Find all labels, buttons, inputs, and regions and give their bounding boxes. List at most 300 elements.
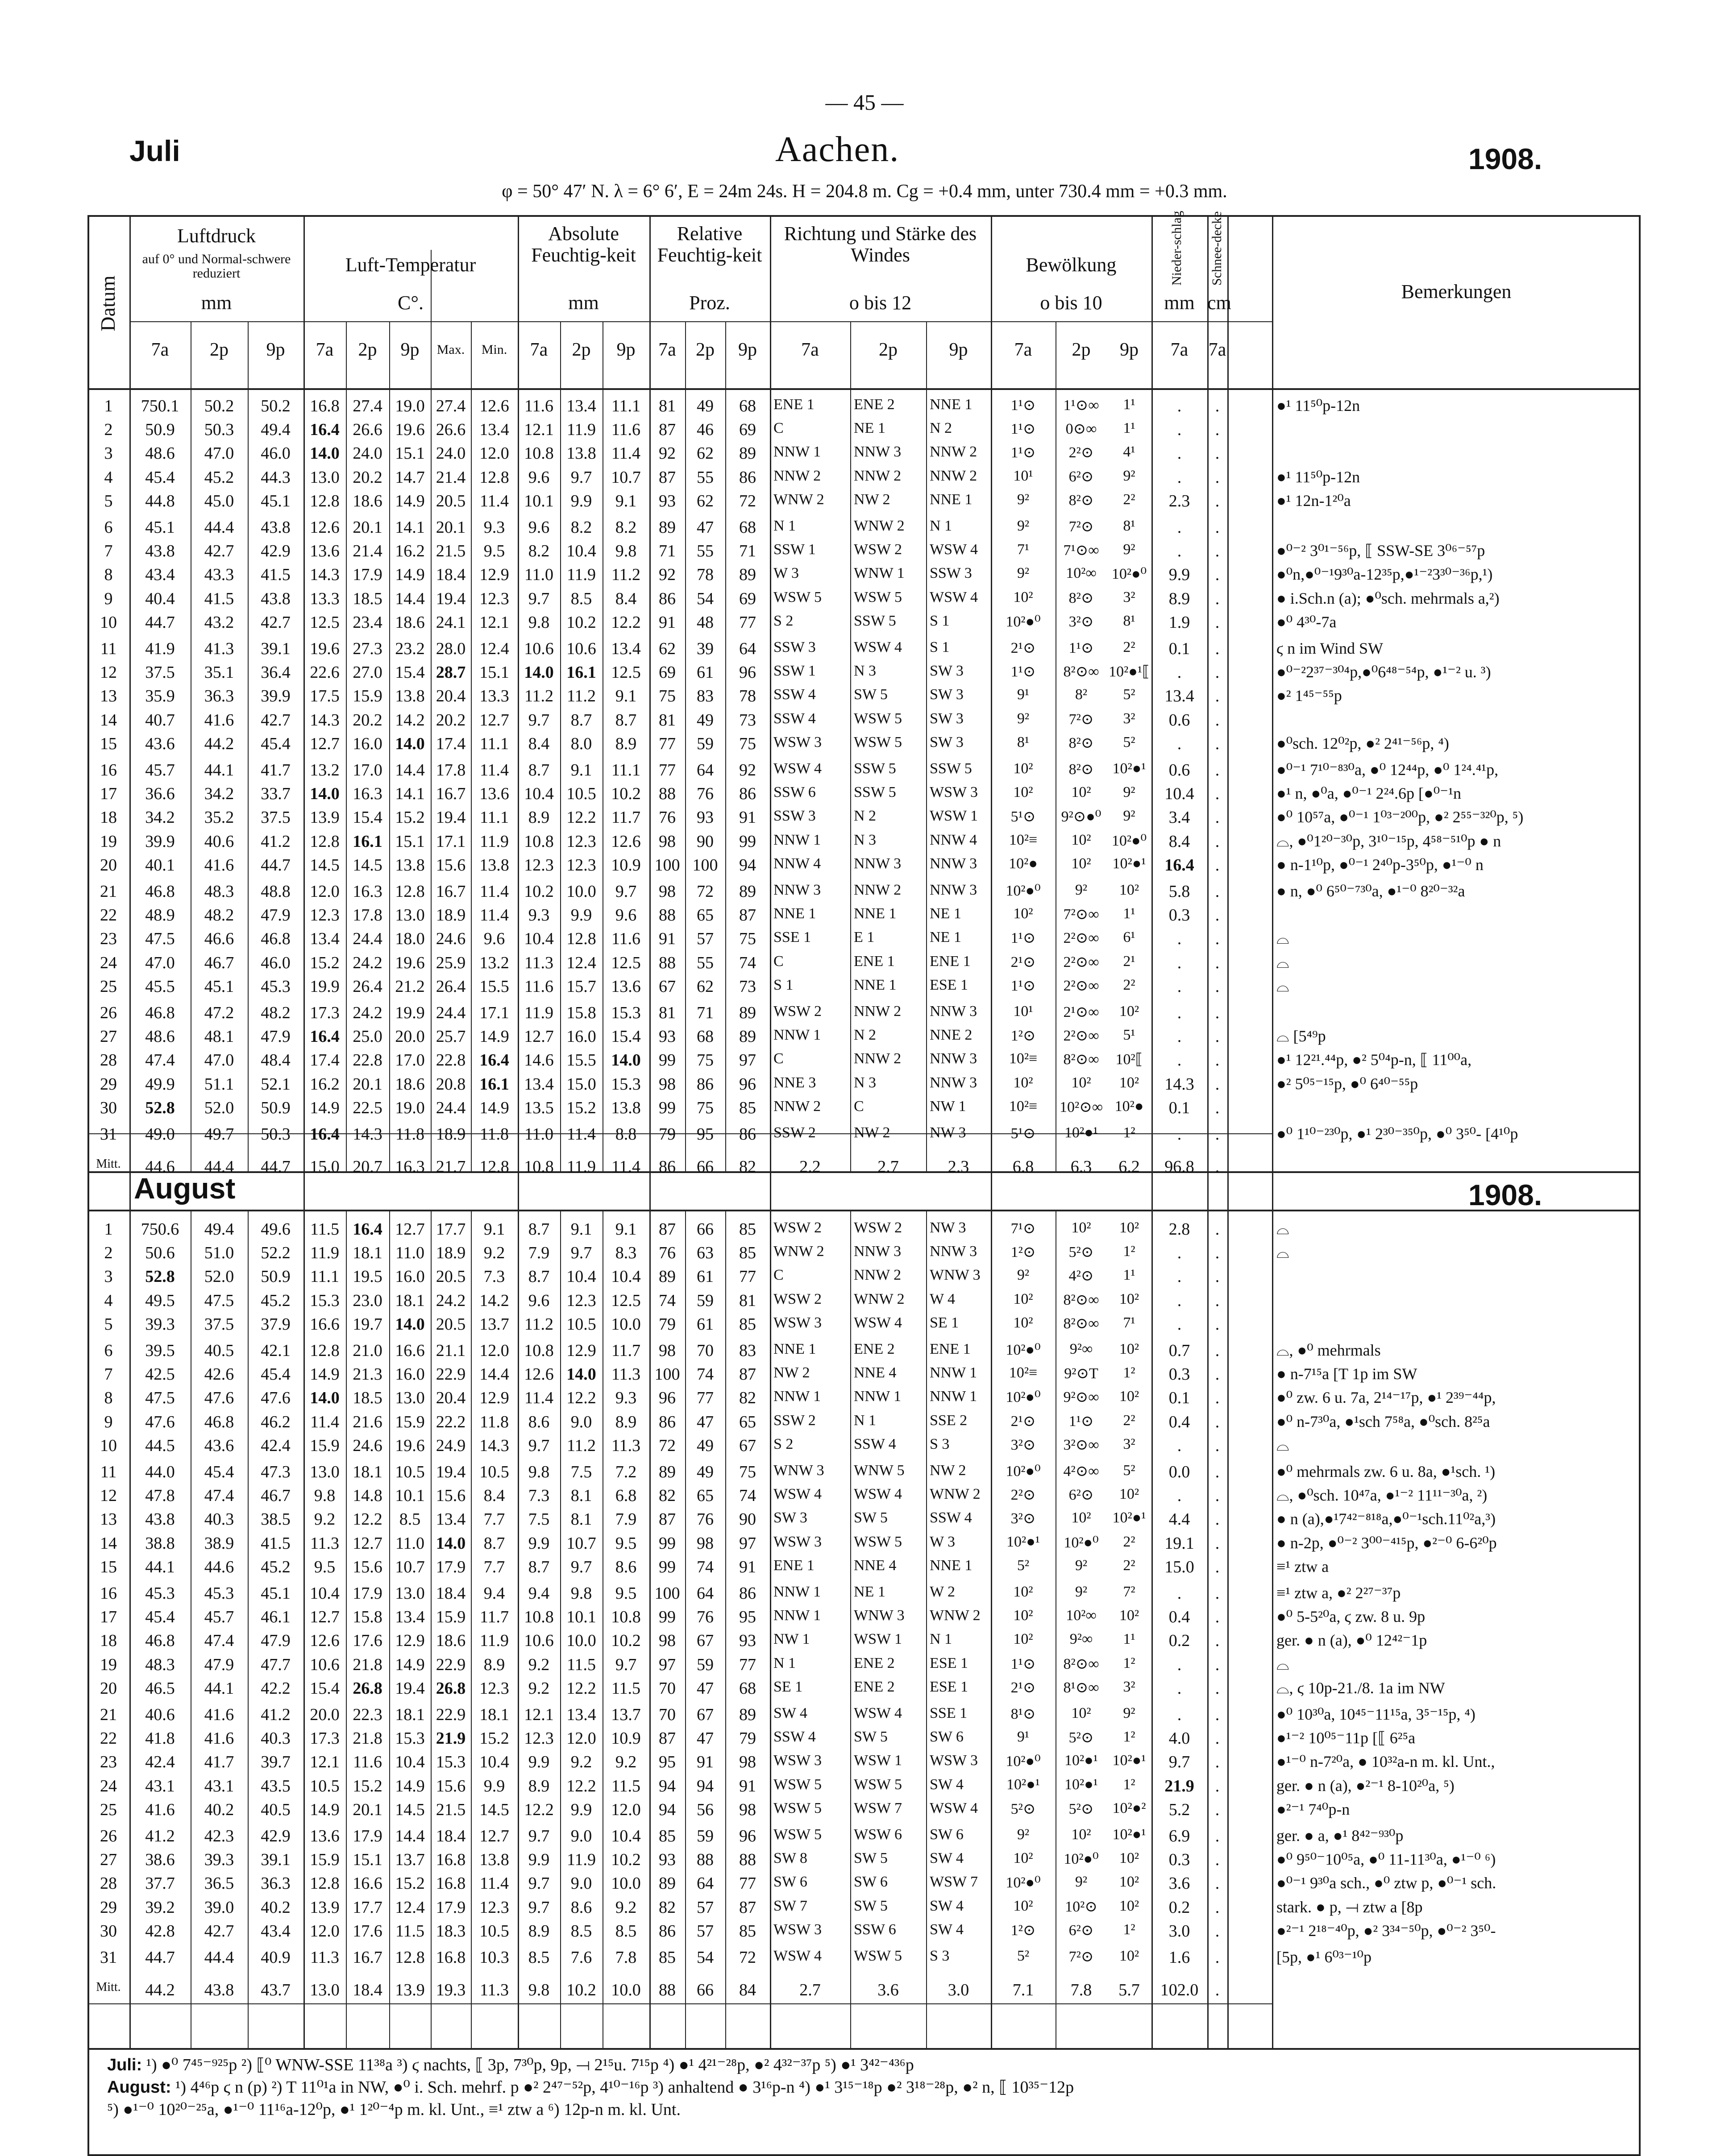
cell-relf-7: 98 bbox=[659, 1631, 676, 1650]
cell-wind-2: WSW 4 bbox=[854, 1314, 902, 1331]
cell-bew-9: 10² bbox=[1119, 1607, 1139, 1624]
cell-bew-9: 5¹ bbox=[1123, 1027, 1135, 1044]
cell-wind-2: NNW 2 bbox=[854, 1267, 902, 1284]
cell-absf-7: 9.2 bbox=[528, 1655, 550, 1674]
cell-relf-9: 86 bbox=[739, 468, 756, 487]
cell-druck-7: 39.5 bbox=[145, 1341, 175, 1360]
cell-datum: 22 bbox=[100, 1729, 117, 1748]
cell-temp-9: 10.5 bbox=[395, 1463, 425, 1481]
cell-bemerkung: ⌓, ●⁰ mehrmals bbox=[1276, 1341, 1381, 1359]
cell-temp-max: 17.8 bbox=[436, 761, 466, 779]
cell-niederschlag: . bbox=[1177, 420, 1182, 439]
cell-temp-max: 21.5 bbox=[436, 542, 466, 561]
cell-bemerkung: ●⁰ 1¹⁰⁻²³⁰p, ●¹ 2³⁰⁻³⁵⁰p, ●⁰ 3⁵⁰- [4¹⁰p bbox=[1276, 1125, 1518, 1143]
cell-absf-7: 12.2 bbox=[524, 1800, 554, 1819]
cell-temp-min: 12.1 bbox=[479, 613, 509, 632]
cell-temp-max: 17.9 bbox=[436, 1557, 466, 1576]
cell-relf-2: 54 bbox=[697, 589, 714, 608]
cell-temp-9: 14.4 bbox=[395, 1827, 425, 1845]
cell-druck-9: 50.2 bbox=[261, 397, 291, 415]
cell-bew-9: 10²●⁰ bbox=[1111, 832, 1147, 849]
cell-niederschlag: . bbox=[1177, 1705, 1182, 1724]
cell-bew-2: 9² bbox=[1075, 1874, 1088, 1891]
cell-temp-7: 12.7 bbox=[310, 1608, 340, 1627]
grid-line bbox=[87, 2048, 1641, 2050]
cell-absf-7: 12.6 bbox=[524, 1365, 554, 1384]
cell-relf-7: 100 bbox=[654, 855, 680, 875]
cell-druck-2: 40.6 bbox=[204, 832, 234, 851]
cell-temp-2: 27.4 bbox=[353, 397, 382, 415]
cell-wind-2: WNW 3 bbox=[854, 1607, 905, 1624]
cell-relf-2: 49 bbox=[697, 397, 714, 415]
cell-bew-7: 10²●⁰ bbox=[1006, 1342, 1041, 1358]
cell-wind-7: WSW 3 bbox=[773, 1533, 822, 1550]
cell-bew-7: 1²⊙ bbox=[1010, 1028, 1036, 1045]
cell-absf-9: 10.4 bbox=[611, 1827, 641, 1845]
cell-bew-2: 10²∞ bbox=[1066, 1607, 1097, 1624]
cell-druck-7: 40.6 bbox=[145, 1705, 175, 1724]
cell-bew-7: 1¹⊙ bbox=[1010, 930, 1036, 947]
cell-bew-2: 2²⊙∞ bbox=[1063, 954, 1099, 970]
cell-temp-9: 14.9 bbox=[395, 565, 425, 585]
cell-bew-9: 1¹ bbox=[1123, 396, 1135, 413]
cell-bew-2: 8²⊙ bbox=[1068, 761, 1094, 778]
cell-relf-9: 82 bbox=[739, 1389, 756, 1408]
cell-relf-2: 57 bbox=[697, 1898, 714, 1917]
cell-temp-2: 24.2 bbox=[353, 1003, 382, 1022]
cell-wind-7: WSW 2 bbox=[773, 1219, 822, 1236]
header-snow-cover: Schnee-decke bbox=[1209, 211, 1224, 286]
cell-relf-9: 85 bbox=[739, 1244, 756, 1263]
cell-wind-2: NNE 4 bbox=[854, 1557, 897, 1574]
cell-relf-2: 64 bbox=[697, 1874, 714, 1893]
cell-absf-9: 10.2 bbox=[611, 1631, 641, 1650]
cell-temp-max: 21.9 bbox=[436, 1729, 466, 1748]
cell-relf-9: 86 bbox=[739, 1125, 756, 1144]
cell-relf-2: 76 bbox=[697, 1510, 714, 1529]
cell-relf-7: 97 bbox=[659, 1655, 676, 1674]
cell-relf-7: 92 bbox=[659, 565, 676, 585]
cell-absf-7: 11.0 bbox=[524, 565, 554, 585]
cell-absf-9: 8.9 bbox=[615, 734, 637, 753]
footnote-juli-text: ¹) ●⁰ 7⁴⁵⁻⁹²⁵p ²) ⟦⁰ WNW-SSE 11³⁸a ³) ϛ nachts, ⟦ 3p, 7³⁰p, 9p, ⟞ 2¹⁵u. 7¹⁵p ⁴) ●¹ 4²¹⁻²⁸p, ●² 4³²⁻³⁷p ⁵) ●¹ 3⁴²⁻⁴³⁶p bbox=[146, 2056, 914, 2074]
cell-relf-9: 91 bbox=[739, 1776, 756, 1795]
cell-temp-7: 19.9 bbox=[310, 977, 340, 996]
cell-temp-9: 15.3 bbox=[395, 1729, 425, 1748]
cell-relf-2: 98 bbox=[697, 1534, 714, 1553]
cell-absf-2: 16.0 bbox=[566, 1027, 596, 1046]
cell-druck-7: 34.2 bbox=[145, 808, 175, 827]
cell-datum: 29 bbox=[100, 1898, 117, 1917]
cell-absf-9: 10.8 bbox=[611, 1608, 641, 1627]
cell-niederschlag: . bbox=[1177, 1584, 1182, 1603]
cell-temp-max: 20.8 bbox=[436, 1074, 466, 1094]
cell-wind-9: SE 1 bbox=[930, 1314, 959, 1331]
cell-temp-2: 15.9 bbox=[353, 687, 382, 706]
cell-temp-min: 12.3 bbox=[479, 1898, 509, 1917]
cell-temp-9: 18.6 bbox=[395, 613, 425, 632]
cell-wind-7: WSW 4 bbox=[773, 1948, 822, 1964]
cell-druck-7: 37.5 bbox=[145, 663, 175, 682]
cell-druck-2: 49.7 bbox=[204, 1125, 234, 1144]
cell-temp-2: 24.4 bbox=[353, 929, 382, 949]
cell-temp-max: 21.4 bbox=[436, 468, 466, 487]
cell-relf-9: 69 bbox=[739, 589, 756, 608]
cell-absf-9: 9.2 bbox=[615, 1753, 637, 1772]
cell-relf-2: 59 bbox=[697, 1827, 714, 1845]
cell-wind-9: NNE 1 bbox=[930, 1557, 973, 1574]
cell-niederschlag: . bbox=[1177, 1436, 1182, 1455]
cell-temp-9: 18.1 bbox=[395, 1291, 425, 1310]
cell-temp-9: 12.9 bbox=[395, 1631, 425, 1650]
cell-wind-9: WSW 4 bbox=[930, 589, 978, 605]
cell-schnee: . bbox=[1215, 1291, 1220, 1310]
cell-temp-max: 17.1 bbox=[436, 832, 466, 851]
cell-bew-9: 1² bbox=[1123, 1364, 1135, 1381]
cell-temp-min: 12.0 bbox=[479, 1341, 509, 1360]
cell-datum: 26 bbox=[100, 1003, 117, 1022]
cell-bew-2: 6²⊙ bbox=[1068, 1922, 1094, 1939]
cell-druck-7: 36.6 bbox=[145, 784, 175, 804]
cell-druck-2: 44.4 bbox=[204, 518, 234, 537]
cell-relf-7: 98 bbox=[659, 1074, 676, 1094]
cell-bew-9: 9² bbox=[1123, 1705, 1135, 1721]
cell-absf-9: 9.2 bbox=[615, 1898, 637, 1917]
cell-temp-min: 12.7 bbox=[479, 710, 509, 730]
cell-absf-7: 12.3 bbox=[524, 1729, 554, 1748]
month-title-juli: Juli bbox=[129, 134, 180, 167]
cell-druck-2: 47.9 bbox=[204, 1655, 234, 1674]
cell-relf-9: 78 bbox=[739, 687, 756, 706]
cell-bew-7: 9² bbox=[1017, 1826, 1030, 1843]
cell-niederschlag: 0.3 bbox=[1168, 1850, 1190, 1870]
cell-wind-2: SW 5 bbox=[854, 1729, 888, 1746]
cell-druck-7: 43.4 bbox=[145, 565, 175, 585]
cell-datum: 31 bbox=[100, 1125, 117, 1144]
cell-bemerkung: ger. ● a, ●¹ 8⁴²⁻⁹³⁰p bbox=[1276, 1827, 1404, 1845]
cell-druck-9: 50.9 bbox=[261, 1098, 291, 1117]
cell-bew-9: 10² bbox=[1119, 1341, 1139, 1357]
cell-bemerkung: ● i.Sch.n (a); ●⁰sch. mehrmals a,²) bbox=[1276, 589, 1500, 607]
cell-temp-max: 14.0 bbox=[436, 1534, 466, 1553]
cell-temp-9: 14.9 bbox=[395, 1776, 425, 1795]
cell-temp-min: 9.9 bbox=[483, 1776, 505, 1795]
header-cloud-cover: Bewölkung bbox=[1026, 254, 1117, 276]
cell-datum: 5 bbox=[104, 491, 113, 510]
cell-mittel-bew-9: 6.2 bbox=[1118, 1157, 1140, 1177]
cell-bemerkung: ●⁰sch. 12⁰²p, ●² 2⁴¹⁻⁵⁶p, ⁴) bbox=[1276, 734, 1449, 752]
cell-temp-9: 19.0 bbox=[395, 397, 425, 415]
cell-relf-2: 61 bbox=[697, 1267, 714, 1286]
cell-relf-2: 46 bbox=[697, 420, 714, 439]
cell-temp-7: 15.9 bbox=[310, 1436, 340, 1455]
cell-bew-2: 8²⊙∞ bbox=[1063, 1315, 1099, 1332]
cell-bew-9: 10²●¹ bbox=[1112, 760, 1146, 777]
cell-schnee: . bbox=[1215, 491, 1220, 510]
cell-relf-7: 82 bbox=[659, 1486, 676, 1505]
cell-druck-7: 39.9 bbox=[145, 832, 175, 851]
cell-relf-2: 76 bbox=[697, 1608, 714, 1627]
cell-datum: 12 bbox=[100, 663, 117, 682]
cell-bew-9: 5² bbox=[1123, 734, 1135, 750]
cell-mittel-temp-7: 13.0 bbox=[310, 1981, 340, 2000]
cell-relf-9: 81 bbox=[739, 1291, 756, 1310]
cell-wind-9: NNW 2 bbox=[930, 444, 977, 460]
cell-wind-9: NNW 3 bbox=[930, 1003, 977, 1020]
cell-temp-2: 18.5 bbox=[353, 589, 382, 608]
cell-relf-2: 93 bbox=[697, 808, 714, 827]
cell-wind-9: NNW 1 bbox=[930, 1364, 977, 1381]
cell-temp-min: 14.9 bbox=[479, 1027, 509, 1046]
cell-relf-9: 71 bbox=[739, 542, 756, 561]
cell-bew-7: 8¹ bbox=[1017, 734, 1030, 750]
cell-bemerkung: ●¹⁻² 10⁰⁵⁻11p [⟦ 6²⁵a bbox=[1276, 1729, 1416, 1747]
cell-druck-7: 50.9 bbox=[145, 420, 175, 439]
cell-druck-2: 43.1 bbox=[204, 1776, 234, 1795]
cell-absf-2: 12.9 bbox=[566, 1341, 596, 1360]
cell-temp-9: 16.2 bbox=[395, 542, 425, 561]
cell-temp-min: 15.1 bbox=[479, 663, 509, 682]
cell-absf-7: 11.6 bbox=[524, 977, 554, 996]
cell-absf-7: 8.7 bbox=[528, 761, 550, 779]
cell-temp-7: 14.9 bbox=[310, 1800, 340, 1819]
cell-relf-9: 96 bbox=[739, 663, 756, 682]
cell-wind-9: NNW 3 bbox=[930, 1050, 977, 1067]
cell-wind-9: SSW 3 bbox=[930, 565, 972, 582]
cell-wind-2: WSW 5 bbox=[854, 589, 902, 605]
cell-temp-2: 21.8 bbox=[353, 1655, 382, 1674]
cell-temp-9: 15.4 bbox=[395, 663, 425, 682]
cell-bew-9: 10² bbox=[1119, 1003, 1139, 1020]
cell-absf-9: 10.9 bbox=[611, 855, 641, 875]
cell-relf-2: 57 bbox=[697, 1921, 714, 1940]
cell-druck-2: 43.3 bbox=[204, 565, 234, 585]
cell-bew-9: 5² bbox=[1123, 686, 1135, 703]
cell-temp-7: 14.3 bbox=[310, 710, 340, 730]
cell-temp-2: 14.5 bbox=[353, 855, 382, 875]
cell-temp-9: 13.0 bbox=[395, 906, 425, 925]
cell-wind-2: E 1 bbox=[854, 929, 875, 946]
cell-absf-9: 8.4 bbox=[615, 589, 637, 608]
cell-schnee: . bbox=[1215, 1874, 1220, 1893]
cell-temp-max: 26.8 bbox=[436, 1679, 466, 1698]
cell-datum: 2 bbox=[104, 1244, 113, 1263]
cell-relf-2: 66 bbox=[697, 1220, 714, 1239]
cell-temp-min: 17.1 bbox=[479, 1003, 509, 1022]
cell-druck-7: 41.8 bbox=[145, 1729, 175, 1748]
cell-druck-7: 47.0 bbox=[145, 953, 175, 972]
cell-druck-7: 44.5 bbox=[145, 1436, 175, 1455]
cell-temp-9: 18.0 bbox=[395, 929, 425, 949]
cell-temp-9: 15.1 bbox=[395, 444, 425, 463]
cell-niederschlag: . bbox=[1177, 1003, 1182, 1022]
cell-niederschlag: 2.3 bbox=[1168, 491, 1190, 510]
cell-druck-7: 42.5 bbox=[145, 1365, 175, 1384]
cell-bew-2: 1¹⊙ bbox=[1068, 640, 1094, 656]
cell-temp-7: 13.3 bbox=[310, 589, 340, 608]
cell-wind-7: NW 2 bbox=[773, 1364, 810, 1381]
cell-temp-7: 17.5 bbox=[310, 687, 340, 706]
cell-mittel-schnee: . bbox=[1215, 1157, 1220, 1177]
cell-absf-9: 13.7 bbox=[611, 1705, 641, 1724]
cell-temp-7: 12.6 bbox=[310, 1631, 340, 1650]
cell-temp-9: 19.6 bbox=[395, 420, 425, 439]
cell-absf-9: 11.4 bbox=[611, 444, 641, 463]
cell-datum: 27 bbox=[100, 1027, 117, 1046]
cell-wind-7: WSW 3 bbox=[773, 1752, 822, 1769]
cell-temp-9: 11.0 bbox=[395, 1534, 425, 1553]
grid-line bbox=[87, 2003, 1272, 2004]
cell-temp-7: 14.0 bbox=[310, 784, 340, 804]
cell-datum: 1 bbox=[104, 1220, 113, 1239]
cell-bew-2: 8² bbox=[1075, 686, 1088, 703]
cell-mittel-temp-min: 11.3 bbox=[479, 1981, 509, 2000]
cell-niederschlag: . bbox=[1177, 929, 1182, 949]
cell-bew-7: 1²⊙ bbox=[1010, 1922, 1036, 1939]
cell-bemerkung: ⌓ bbox=[1276, 1220, 1289, 1238]
cell-datum: 16 bbox=[100, 761, 117, 779]
cell-wind-2: SSW 5 bbox=[854, 760, 896, 777]
cell-temp-min: 14.3 bbox=[479, 1436, 509, 1455]
cell-bew-7: 10² bbox=[1013, 1314, 1033, 1331]
cell-wind-2: N 2 bbox=[854, 1027, 877, 1044]
cell-druck-9: 42.1 bbox=[261, 1341, 291, 1360]
cell-bew-7: 5¹⊙ bbox=[1010, 808, 1036, 825]
cell-absf-7: 11.6 bbox=[524, 397, 554, 415]
cell-mittel-relf-2: 66 bbox=[697, 1981, 714, 2000]
cell-temp-min: 10.5 bbox=[479, 1921, 509, 1940]
cell-temp-2: 22.3 bbox=[353, 1705, 382, 1724]
cell-absf-9: 13.8 bbox=[611, 1098, 641, 1117]
cell-wind-2: ENE 2 bbox=[854, 1341, 895, 1357]
cell-mittel-druck-9: 44.7 bbox=[261, 1157, 291, 1177]
cell-wind-9: S 3 bbox=[930, 1435, 950, 1452]
cell-absf-7: 8.7 bbox=[528, 1557, 550, 1576]
cell-temp-9: 8.5 bbox=[399, 1510, 421, 1529]
cell-wind-7: NNW 2 bbox=[773, 467, 821, 484]
header-unit-mm-3: mm bbox=[1164, 292, 1195, 314]
cell-schnee: . bbox=[1215, 613, 1220, 632]
cell-schnee: . bbox=[1215, 1655, 1220, 1674]
cell-bew-2: 10² bbox=[1071, 1509, 1091, 1526]
cell-temp-min: 11.8 bbox=[479, 1125, 509, 1144]
cell-mittel-wind-7: 2.2 bbox=[799, 1157, 821, 1177]
cell-niederschlag: 0.3 bbox=[1168, 1365, 1190, 1384]
cell-absf-2: 8.1 bbox=[570, 1486, 592, 1505]
cell-temp-9: 15.1 bbox=[395, 832, 425, 851]
cell-bemerkung: ●⁰ mehrmals zw. 6 u. 8a, ●¹sch. ¹) bbox=[1276, 1463, 1496, 1480]
cell-bew-2: 7²⊙ bbox=[1068, 1949, 1094, 1965]
header-unit-cm: cm bbox=[1207, 292, 1231, 314]
cell-wind-9: SW 6 bbox=[930, 1729, 964, 1746]
cell-druck-9: 47.9 bbox=[261, 906, 291, 925]
cell-bew-7: 10²●⁰ bbox=[1006, 1874, 1041, 1891]
cell-wind-7: WNW 2 bbox=[773, 1243, 824, 1260]
cell-absf-7: 9.6 bbox=[528, 1291, 550, 1310]
cell-datum: 18 bbox=[100, 808, 117, 827]
cell-absf-2: 15.2 bbox=[566, 1098, 596, 1117]
cell-druck-2: 40.5 bbox=[204, 1341, 234, 1360]
cell-bew-9: 1² bbox=[1123, 1729, 1135, 1746]
cell-druck-2: 45.1 bbox=[204, 977, 234, 996]
cell-temp-9: 23.2 bbox=[395, 639, 425, 658]
cell-absf-9: 10.0 bbox=[611, 1874, 641, 1893]
cell-temp-7: 12.0 bbox=[310, 1921, 340, 1940]
cell-wind-2: ENE 1 bbox=[854, 953, 895, 970]
cell-wind-7: NNW 1 bbox=[773, 1607, 821, 1624]
cell-absf-7: 12.3 bbox=[524, 855, 554, 875]
cell-druck-9: 44.7 bbox=[261, 855, 291, 875]
cell-bew-7: 5²⊙ bbox=[1010, 1800, 1036, 1817]
cell-temp-7: 12.7 bbox=[310, 734, 340, 753]
cell-niederschlag: 1.9 bbox=[1168, 613, 1190, 632]
cell-absf-2: 9.1 bbox=[570, 761, 592, 779]
cell-relf-9: 75 bbox=[739, 1463, 756, 1481]
cell-absf-7: 9.6 bbox=[528, 518, 550, 537]
cell-druck-2: 48.3 bbox=[204, 882, 234, 901]
cell-temp-max: 22.9 bbox=[436, 1705, 466, 1724]
cell-druck-7: 47.8 bbox=[145, 1486, 175, 1505]
cell-datum: 24 bbox=[100, 953, 117, 972]
cell-absf-9: 11.3 bbox=[611, 1436, 641, 1455]
cell-schnee: . bbox=[1215, 808, 1220, 827]
cell-druck-9: 42.9 bbox=[261, 542, 291, 561]
cell-absf-9: 10.0 bbox=[611, 1314, 641, 1334]
cell-temp-7: 20.0 bbox=[310, 1705, 340, 1724]
cell-temp-max: 24.6 bbox=[436, 929, 466, 949]
cell-bew-7: 1¹⊙ bbox=[1010, 663, 1036, 680]
header-wind: Richtung und Stärke des Windes bbox=[784, 223, 977, 266]
cell-absf-2: 15.5 bbox=[566, 1051, 596, 1070]
cell-wind-9: NE 1 bbox=[930, 905, 961, 922]
cell-mittel-absf-9: 11.4 bbox=[611, 1157, 641, 1177]
cell-wind-9: NNW 3 bbox=[930, 1074, 977, 1091]
cell-temp-min: 12.9 bbox=[479, 1389, 509, 1408]
cell-druck-9: 40.3 bbox=[261, 1729, 291, 1748]
cell-temp-max: 20.2 bbox=[436, 710, 466, 730]
cell-datum: 30 bbox=[100, 1921, 117, 1940]
cell-wind-2: WSW 1 bbox=[854, 1752, 902, 1769]
cell-relf-9: 73 bbox=[739, 977, 756, 996]
cell-temp-7: 13.0 bbox=[310, 1463, 340, 1481]
cell-relf-7: 69 bbox=[659, 663, 676, 682]
cell-absf-9: 12.0 bbox=[611, 1800, 641, 1819]
cell-wind-2: N 2 bbox=[854, 808, 877, 825]
cell-temp-7: 13.6 bbox=[310, 1827, 340, 1845]
cell-absf-2: 8.1 bbox=[570, 1510, 592, 1529]
header-time-t9: 9p bbox=[1120, 340, 1139, 360]
cell-wind-2: NNW 3 bbox=[854, 444, 902, 460]
cell-temp-min: 14.5 bbox=[479, 1800, 509, 1819]
cell-temp-7: 12.1 bbox=[310, 1753, 340, 1772]
cell-temp-7: 11.4 bbox=[310, 1412, 340, 1431]
header-time-t2: 2p bbox=[879, 340, 898, 360]
cell-temp-9: 14.4 bbox=[395, 589, 425, 608]
cell-absf-2: 12.2 bbox=[566, 1776, 596, 1795]
cell-absf-7: 7.3 bbox=[528, 1486, 550, 1505]
cell-wind-7: SW 4 bbox=[773, 1705, 807, 1721]
cell-temp-2: 27.3 bbox=[353, 639, 382, 658]
cell-bew-9: 10² bbox=[1119, 1948, 1139, 1964]
cell-temp-min: 7.7 bbox=[483, 1510, 505, 1529]
cell-relf-2: 77 bbox=[697, 1389, 714, 1408]
footnote-august-text: ¹) 4⁴⁶p ϛ n (p) ²) T 11⁰¹a in NW, ●⁰ i. Sch. mehrf. p ●² 2⁴⁷⁻⁵²p, 4¹⁰⁻¹⁶p ³) anhaltend ● 3¹⁶p-n ⁴) ●¹ 3¹⁵⁻¹⁸p ●² 3¹⁸⁻²⁸p, ●² n, ⟦ 10³⁵⁻12p bbox=[175, 2078, 1074, 2097]
cell-absf-2: 9.0 bbox=[570, 1412, 592, 1431]
cell-wind-9: WNW 2 bbox=[930, 1486, 981, 1503]
cell-wind-2: WSW 4 bbox=[854, 1486, 902, 1503]
cell-absf-2: 10.0 bbox=[566, 882, 596, 901]
cell-druck-7: 38.6 bbox=[145, 1850, 175, 1870]
